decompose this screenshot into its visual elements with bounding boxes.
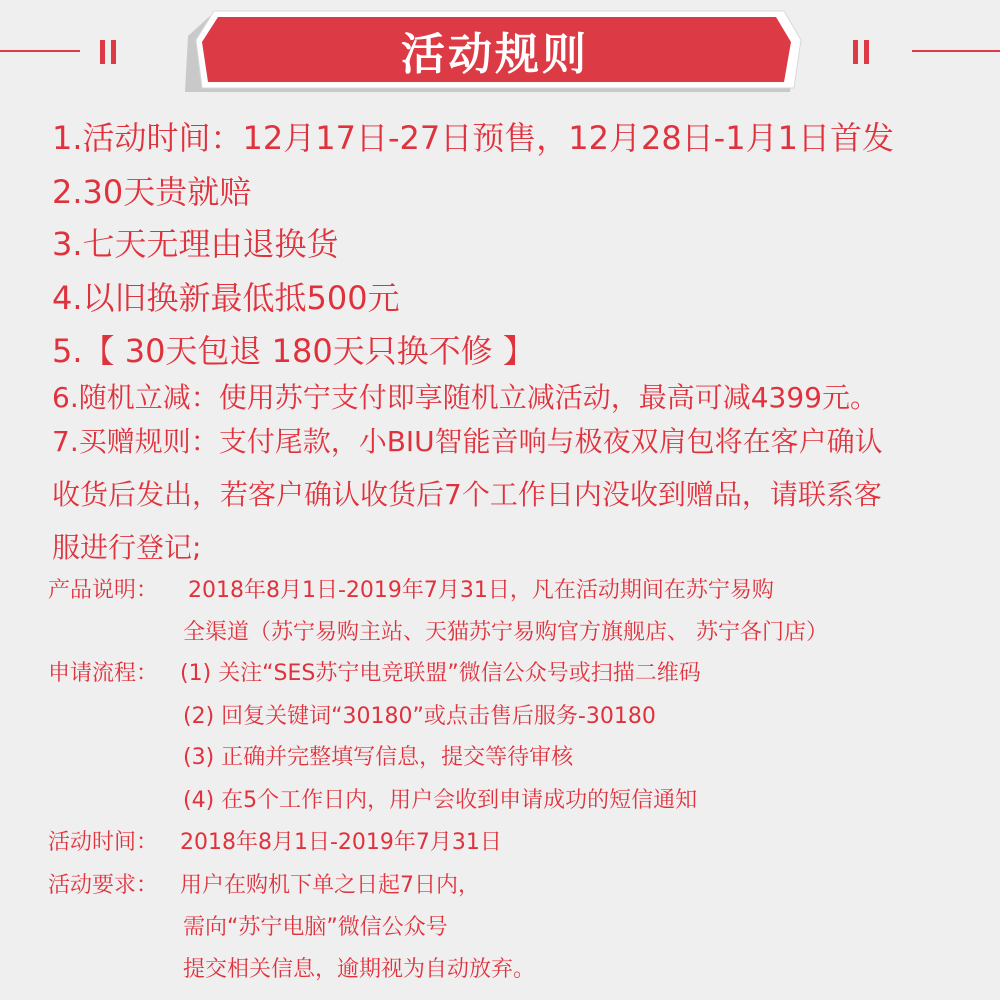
rule-7-line: 收货后发出，若客户确认收货后7个工作日内没收到赠品，请联系客 [52, 478, 882, 511]
product-desc-line: 2018年8月1日-2019年7月31日，凡在活动期间在苏宁易购 [188, 578, 774, 603]
rule-4: 4.以旧换新最低抵500元 [52, 279, 400, 317]
process-step: (3) 正确并完整填写信息，提交等待审核 [183, 745, 574, 770]
rule-2: 2.30天贵就赔 [52, 173, 252, 211]
page-title: 活动规则 [401, 29, 589, 80]
header-right-line [912, 50, 1000, 52]
rule-7 [52, 415, 952, 574]
product-desc-line: 全渠道（苏宁易购主站、天猫苏宁易购官方旗舰店、 苏宁各门店） [183, 620, 828, 645]
process-step: (1) 关注“SES苏宁电竞联盟”微信公众号或扫描二维码 [180, 661, 701, 686]
requirement-line: 提交相关信息，逾期视为自动放弃。 [183, 957, 536, 982]
rule-3: 3.七天无理由退换货 [52, 225, 339, 263]
requirement-line: 用户在购机下单之日起7日内， [180, 873, 480, 898]
process-step: (2) 回复关键词“30180”或点击售后服务-30180 [183, 704, 656, 729]
rule-5: 5.【 30天包退 180天只换不修 】 [52, 332, 535, 370]
requirement-label: 活动要求： [48, 873, 159, 898]
rule-1: 1.活动时间：12月17日-27日预售，12月28日-1月1日首发 [52, 119, 894, 157]
time-value: 2018年8月1日-2019年7月31日 [180, 830, 502, 855]
header [0, 0, 1000, 100]
rule-6: 6.随机立减：使用苏宁支付即享随机立减活动，最高可减4399元。 [52, 381, 878, 414]
rule-7-line: 服进行登记; [52, 531, 202, 564]
rule-7-line: 7.买赠规则：支付尾款，小BIU智能音响与极夜双肩包将在客户确认 [52, 425, 883, 458]
header-right-bars-ornament [853, 40, 871, 64]
product-label: 产品说明： [48, 578, 159, 603]
process-label: 申请流程： [48, 661, 159, 686]
requirement-line: 需向“苏宁电脑”微信公众号 [183, 915, 448, 940]
time-label: 活动时间： [48, 830, 159, 855]
process-step: (4) 在5个工作日内，用户会收到申请成功的短信通知 [183, 788, 698, 813]
